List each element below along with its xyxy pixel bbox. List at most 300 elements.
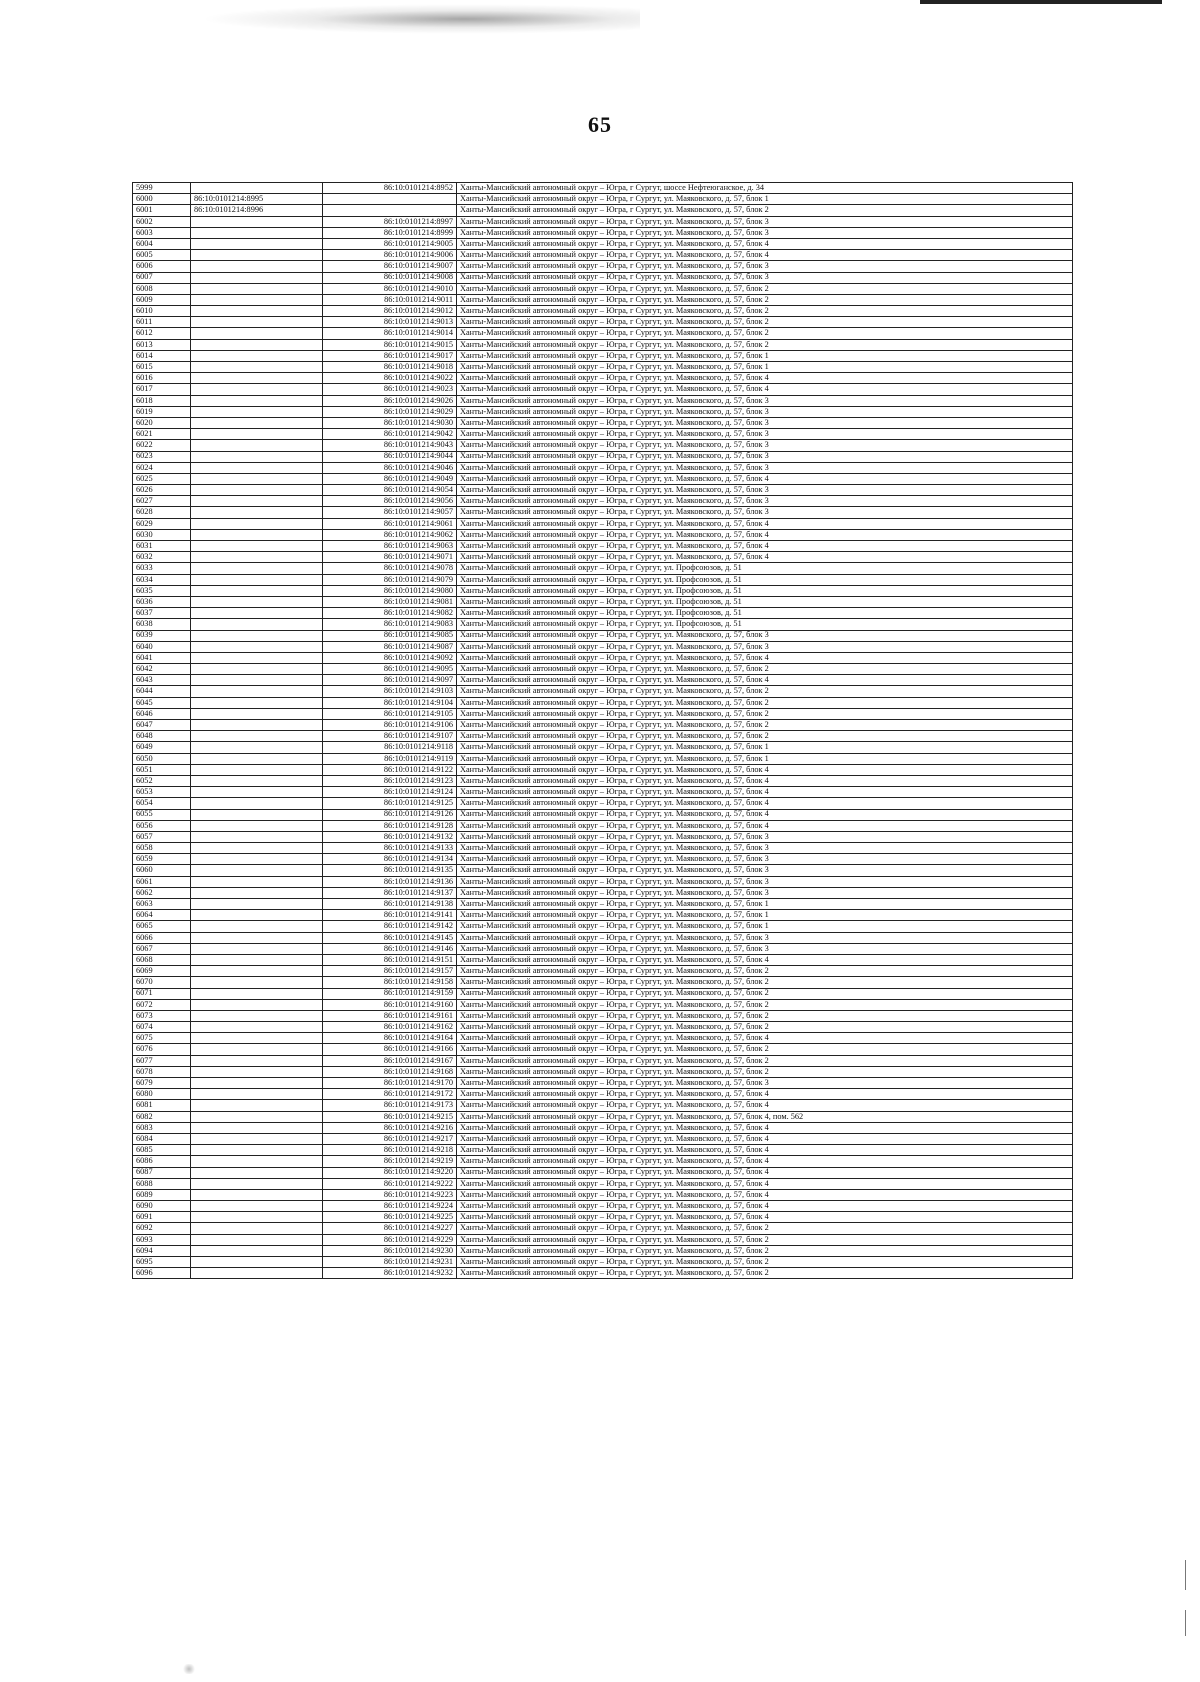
row-number-cell: 6092 — [133, 1223, 191, 1234]
table-row — [133, 205, 1073, 216]
address-cell: Ханты-Мансийский автономный округ – Югра, г Сургут, ул. Маяковского, д. 57, блок 2 — [457, 1044, 1073, 1055]
cadastral-number-alt-cell: 86:10:0101214:9015 — [323, 339, 457, 350]
address-cell: Ханты-Мансийский автономный округ – Югра, г Сургут, ул. Маяковского, д. 57, блок 3 — [457, 406, 1073, 417]
address-cell: Ханты-Мансийский автономный округ – Югра, г Сургут, ул. Маяковского, д. 57, блок 2 — [457, 283, 1073, 294]
table-row — [133, 1201, 1073, 1212]
row-number-cell: 6086 — [133, 1156, 191, 1167]
table-row — [133, 541, 1073, 552]
row-number-cell: 6076 — [133, 1044, 191, 1055]
table-row — [133, 954, 1073, 965]
cadastral-number-cell — [191, 910, 323, 921]
cadastral-number-cell: 86:10:0101214:8996 — [191, 205, 323, 216]
address-cell: Ханты-Мансийский автономный округ – Югра, г Сургут, ул. Маяковского, д. 57, блок 4 — [457, 373, 1073, 384]
row-number-cell: 6095 — [133, 1257, 191, 1268]
address-cell: Ханты-Мансийский автономный округ – Югра, г Сургут, ул. Маяковского, д. 57, блок 4 — [457, 1145, 1073, 1156]
table-row — [133, 865, 1073, 876]
address-cell: Ханты-Мансийский автономный округ – Югра, г Сургут, ул. Маяковского, д. 57, блок 2 — [457, 1223, 1073, 1234]
cadastral-number-cell — [191, 876, 323, 887]
row-number-cell: 6096 — [133, 1268, 191, 1279]
address-cell: Ханты-Мансийский автономный округ – Югра, г Сургут, ул. Маяковского, д. 57, блок 3 — [457, 227, 1073, 238]
table-row — [133, 328, 1073, 339]
cadastral-number-cell — [191, 529, 323, 540]
address-cell: Ханты-Мансийский автономный округ – Югра, г Сургут, ул. Маяковского, д. 57, блок 1 — [457, 194, 1073, 205]
table-row — [133, 652, 1073, 663]
address-cell: Ханты-Мансийский автономный округ – Югра, г Сургут, ул. Маяковского, д. 57, блок 4 — [457, 1133, 1073, 1144]
cadastral-number-alt-cell: 86:10:0101214:9119 — [323, 753, 457, 764]
table-row — [133, 496, 1073, 507]
address-cell: Ханты-Мансийский автономный округ – Югра, г Сургут, ул. Маяковского, д. 57, блок 4 — [457, 1212, 1073, 1223]
address-cell: Ханты-Мансийский автономный округ – Югра, г Сургут, ул. Маяковского, д. 57, блок 2 — [457, 1010, 1073, 1021]
row-number-cell: 6078 — [133, 1066, 191, 1077]
cadastral-number-cell — [191, 518, 323, 529]
address-cell: Ханты-Мансийский автономный округ – Югра, г Сургут, ул. Маяковского, д. 57, блок 3 — [457, 496, 1073, 507]
address-cell: Ханты-Мансийский автономный округ – Югра, г Сургут, ул. Маяковского, д. 57, блок 4 — [457, 1033, 1073, 1044]
cadastral-number-cell — [191, 328, 323, 339]
table-row — [133, 977, 1073, 988]
cadastral-number-cell — [191, 686, 323, 697]
cadastral-number-cell — [191, 283, 323, 294]
address-cell: Ханты-Мансийский автономный округ – Югра, г Сургут, ул. Маяковского, д. 57, блок 1 — [457, 899, 1073, 910]
address-cell: Ханты-Мансийский автономный округ – Югра, г Сургут, ул. Маяковского, д. 57, блок 2 — [457, 1055, 1073, 1066]
table-row — [133, 552, 1073, 563]
address-cell: Ханты-Мансийский автономный округ – Югра, г Сургут, ул. Маяковского, д. 57, блок 4 — [457, 820, 1073, 831]
cadastral-number-alt-cell: 86:10:0101214:9126 — [323, 809, 457, 820]
cadastral-number-alt-cell: 86:10:0101214:9078 — [323, 563, 457, 574]
cadastral-number-alt-cell: 86:10:0101214:9224 — [323, 1201, 457, 1212]
table-row — [133, 395, 1073, 406]
table-row — [133, 1268, 1073, 1279]
address-cell: Ханты-Мансийский автономный округ – Югра, г Сургут, ул. Маяковского, д. 57, блок 3 — [457, 865, 1073, 876]
row-number-cell: 6051 — [133, 764, 191, 775]
cadastral-number-alt-cell: 86:10:0101214:9136 — [323, 876, 457, 887]
cadastral-number-cell — [191, 1022, 323, 1033]
cadastral-number-alt-cell: 86:10:0101214:9168 — [323, 1066, 457, 1077]
address-cell: Ханты-Мансийский автономный округ – Югра, г Сургут, ул. Маяковского, д. 57, блок 4 — [457, 775, 1073, 786]
cadastral-number-alt-cell: 86:10:0101214:9142 — [323, 921, 457, 932]
cadastral-number-alt-cell: 86:10:0101214:9087 — [323, 641, 457, 652]
cadastral-number-cell — [191, 720, 323, 731]
row-number-cell: 6065 — [133, 921, 191, 932]
cadastral-number-cell — [191, 261, 323, 272]
cadastral-number-cell — [191, 496, 323, 507]
table-row — [133, 787, 1073, 798]
table-row — [133, 227, 1073, 238]
cadastral-number-cell — [191, 619, 323, 630]
cadastral-number-cell — [191, 809, 323, 820]
table-row — [133, 451, 1073, 462]
table-row — [133, 1100, 1073, 1111]
cadastral-number-cell — [191, 227, 323, 238]
row-number-cell: 6007 — [133, 272, 191, 283]
address-cell: Ханты-Мансийский автономный округ – Югра, г Сургут, ул. Профсоюзов, д. 51 — [457, 619, 1073, 630]
address-cell: Ханты-Мансийский автономный округ – Югра, г Сургут, ул. Маяковского, д. 57, блок 4 — [457, 652, 1073, 663]
cadastral-number-alt-cell: 86:10:0101214:9083 — [323, 619, 457, 630]
address-cell: Ханты-Мансийский автономный округ – Югра, г Сургут, ул. Маяковского, д. 57, блок 3 — [457, 507, 1073, 518]
address-cell: Ханты-Мансийский автономный округ – Югра, г Сургут, ул. Маяковского, д. 57, блок 3 — [457, 429, 1073, 440]
table-row — [133, 943, 1073, 954]
address-cell: Ханты-Мансийский автономный округ – Югра, г Сургут, ул. Маяковского, д. 57, блок 2 — [457, 697, 1073, 708]
row-number-cell: 6087 — [133, 1167, 191, 1178]
address-cell: Ханты-Мансийский автономный округ – Югра, г Сургут, ул. Маяковского, д. 57, блок 4 — [457, 552, 1073, 563]
row-number-cell: 6011 — [133, 317, 191, 328]
row-number-cell: 6044 — [133, 686, 191, 697]
address-cell: Ханты-Мансийский автономный округ – Югра, г Сургут, ул. Маяковского, д. 57, блок 3 — [457, 843, 1073, 854]
row-number-cell: 6053 — [133, 787, 191, 798]
address-cell: Ханты-Мансийский автономный округ – Югра, г Сургут, ул. Маяковского, д. 57, блок 2 — [457, 999, 1073, 1010]
table-row — [133, 294, 1073, 305]
row-number-cell: 6023 — [133, 451, 191, 462]
row-number-cell: 6032 — [133, 552, 191, 563]
address-cell: Ханты-Мансийский автономный округ – Югра, г Сургут, ул. Профсоюзов, д. 51 — [457, 608, 1073, 619]
table-row — [133, 283, 1073, 294]
cadastral-number-alt-cell: 86:10:0101214:9063 — [323, 541, 457, 552]
cadastral-number-cell — [191, 250, 323, 261]
table-row — [133, 1055, 1073, 1066]
cadastral-number-alt-cell: 86:10:0101214:9057 — [323, 507, 457, 518]
cadastral-number-cell — [191, 552, 323, 563]
cadastral-number-cell — [191, 1257, 323, 1268]
cadastral-number-alt-cell: 86:10:0101214:9023 — [323, 384, 457, 395]
table-row — [133, 1189, 1073, 1200]
cadastral-number-cell — [191, 932, 323, 943]
table-row — [133, 429, 1073, 440]
row-number-cell: 6025 — [133, 473, 191, 484]
cadastral-number-alt-cell: 86:10:0101214:9062 — [323, 529, 457, 540]
row-number-cell: 6048 — [133, 731, 191, 742]
table-row — [133, 1178, 1073, 1189]
row-number-cell: 6080 — [133, 1089, 191, 1100]
cadastral-number-cell — [191, 708, 323, 719]
cadastral-number-alt-cell: 86:10:0101214:9104 — [323, 697, 457, 708]
cadastral-number-alt-cell: 86:10:0101214:9030 — [323, 417, 457, 428]
row-number-cell: 6057 — [133, 831, 191, 842]
row-number-cell: 6059 — [133, 854, 191, 865]
table-row — [133, 664, 1073, 675]
row-number-cell: 6022 — [133, 440, 191, 451]
table-row — [133, 932, 1073, 943]
cadastral-number-cell — [191, 183, 323, 194]
address-cell: Ханты-Мансийский автономный округ – Югра, г Сургут, ул. Маяковского, д. 57, блок 4 — [457, 1201, 1073, 1212]
cadastral-number-alt-cell: 86:10:0101214:9146 — [323, 943, 457, 954]
address-cell: Ханты-Мансийский автономный округ – Югра, г Сургут, ул. Профсоюзов, д. 51 — [457, 563, 1073, 574]
address-cell: Ханты-Мансийский автономный округ – Югра, г Сургут, ул. Маяковского, д. 57, блок 4 — [457, 1167, 1073, 1178]
address-cell: Ханты-Мансийский автономный округ – Югра, г Сургут, ул. Маяковского, д. 57, блок 2 — [457, 1257, 1073, 1268]
cadastral-number-alt-cell: 86:10:0101214:9029 — [323, 406, 457, 417]
address-cell: Ханты-Мансийский автономный округ – Югра, г Сургут, ул. Маяковского, д. 57, блок 4 — [457, 1156, 1073, 1167]
table-row — [133, 216, 1073, 227]
table-row — [133, 362, 1073, 373]
cadastral-number-cell — [191, 977, 323, 988]
row-number-cell: 6089 — [133, 1189, 191, 1200]
cadastral-number-cell — [191, 1100, 323, 1111]
row-number-cell: 6067 — [133, 943, 191, 954]
address-cell: Ханты-Мансийский автономный округ – Югра, г Сургут, ул. Маяковского, д. 57, блок 2 — [457, 339, 1073, 350]
cadastral-number-alt-cell: 86:10:0101214:9071 — [323, 552, 457, 563]
row-number-cell: 6028 — [133, 507, 191, 518]
cadastral-number-alt-cell: 86:10:0101214:9105 — [323, 708, 457, 719]
table-row — [133, 619, 1073, 630]
cadastral-number-alt-cell: 86:10:0101214:9124 — [323, 787, 457, 798]
address-cell: Ханты-Мансийский автономный округ – Югра, г Сургут, ул. Маяковского, д. 57, блок 2 — [457, 708, 1073, 719]
cadastral-number-alt-cell: 86:10:0101214:9158 — [323, 977, 457, 988]
cadastral-number-cell — [191, 954, 323, 965]
table-row — [133, 1066, 1073, 1077]
address-cell: Ханты-Мансийский автономный округ – Югра, г Сургут, ул. Маяковского, д. 57, блок 3 — [457, 943, 1073, 954]
row-number-cell: 6055 — [133, 809, 191, 820]
address-cell: Ханты-Мансийский автономный округ – Югра, г Сургут, ул. Маяковского, д. 57, блок 4 — [457, 1089, 1073, 1100]
cadastral-number-alt-cell: 86:10:0101214:8997 — [323, 216, 457, 227]
cadastral-number-alt-cell: 86:10:0101214:9049 — [323, 473, 457, 484]
page-number: 65 — [588, 112, 612, 137]
margin-mark — [1185, 1560, 1186, 1590]
cadastral-number-cell — [191, 507, 323, 518]
address-cell: Ханты-Мансийский автономный округ – Югра, г Сургут, ул. Маяковского, д. 57, блок 4 — [457, 250, 1073, 261]
cadastral-number-cell — [191, 798, 323, 809]
cadastral-number-cell — [191, 831, 323, 842]
cadastral-number-alt-cell: 86:10:0101214:9080 — [323, 585, 457, 596]
cadastral-number-cell — [191, 966, 323, 977]
cadastral-number-alt-cell: 86:10:0101214:9026 — [323, 395, 457, 406]
row-number-cell: 6001 — [133, 205, 191, 216]
table-row — [133, 641, 1073, 652]
table-row — [133, 764, 1073, 775]
row-number-cell: 6084 — [133, 1133, 191, 1144]
row-number-cell: 6047 — [133, 720, 191, 731]
cadastral-number-cell — [191, 1055, 323, 1066]
row-number-cell: 6090 — [133, 1201, 191, 1212]
address-cell: Ханты-Мансийский автономный округ – Югра, г Сургут, ул. Маяковского, д. 57, блок 4 — [457, 798, 1073, 809]
row-number-cell: 6046 — [133, 708, 191, 719]
cadastral-number-cell — [191, 1145, 323, 1156]
cadastral-number-alt-cell: 86:10:0101214:9167 — [323, 1055, 457, 1066]
row-number-cell: 6052 — [133, 775, 191, 786]
cadastral-number-cell — [191, 1212, 323, 1223]
address-cell: Ханты-Мансийский автономный округ – Югра, г Сургут, шоссе Нефтеюганское, д. 34 — [457, 183, 1073, 194]
cadastral-number-alt-cell: 86:10:0101214:9014 — [323, 328, 457, 339]
row-number-cell: 6038 — [133, 619, 191, 630]
address-cell: Ханты-Мансийский автономный округ – Югра, г Сургут, ул. Маяковского, д. 57, блок 4 — [457, 541, 1073, 552]
row-number-cell: 6066 — [133, 932, 191, 943]
cadastral-number-alt-cell: 86:10:0101214:9081 — [323, 596, 457, 607]
cadastral-number-cell — [191, 1010, 323, 1021]
cadastral-number-alt-cell: 86:10:0101214:9092 — [323, 652, 457, 663]
address-cell: Ханты-Мансийский автономный округ – Югра, г Сургут, ул. Маяковского, д. 57, блок 1 — [457, 910, 1073, 921]
table-row — [133, 1234, 1073, 1245]
table-row — [133, 1111, 1073, 1122]
row-number-cell: 6016 — [133, 373, 191, 384]
row-number-cell: 6033 — [133, 563, 191, 574]
row-number-cell: 6060 — [133, 865, 191, 876]
cadastral-number-alt-cell: 86:10:0101214:9218 — [323, 1145, 457, 1156]
table-row — [133, 261, 1073, 272]
row-number-cell: 6063 — [133, 899, 191, 910]
address-cell: Ханты-Мансийский автономный округ – Югра, г Сургут, ул. Маяковского, д. 57, блок 3 — [457, 887, 1073, 898]
row-number-cell: 6019 — [133, 406, 191, 417]
row-number-cell: 6069 — [133, 966, 191, 977]
cadastral-number-alt-cell: 86:10:0101214:9232 — [323, 1268, 457, 1279]
cadastral-number-alt-cell: 86:10:0101214:9107 — [323, 731, 457, 742]
row-number-cell: 6040 — [133, 641, 191, 652]
cadastral-number-alt-cell: 86:10:0101214:9170 — [323, 1078, 457, 1089]
cadastral-number-alt-cell: 86:10:0101214:9141 — [323, 910, 457, 921]
cadastral-number-alt-cell: 86:10:0101214:9217 — [323, 1133, 457, 1144]
table-row — [133, 720, 1073, 731]
row-number-cell: 6081 — [133, 1100, 191, 1111]
address-cell: Ханты-Мансийский автономный округ – Югра, г Сургут, ул. Маяковского, д. 57, блок 2 — [457, 1234, 1073, 1245]
cadastral-number-alt-cell: 86:10:0101214:9054 — [323, 485, 457, 496]
cadastral-number-alt-cell: 86:10:0101214:9133 — [323, 843, 457, 854]
cadastral-number-cell — [191, 429, 323, 440]
table-row — [133, 910, 1073, 921]
row-number-cell: 6071 — [133, 988, 191, 999]
table-row — [133, 1122, 1073, 1133]
cadastral-number-cell — [191, 775, 323, 786]
address-cell: Ханты-Мансийский автономный округ – Югра, г Сургут, ул. Профсоюзов, д. 51 — [457, 596, 1073, 607]
cadastral-number-alt-cell: 86:10:0101214:9082 — [323, 608, 457, 619]
cadastral-number-alt-cell: 86:10:0101214:9225 — [323, 1212, 457, 1223]
table-row — [133, 1078, 1073, 1089]
address-cell: Ханты-Мансийский автономный округ – Югра, г Сургут, ул. Маяковского, д. 57, блок 3 — [457, 630, 1073, 641]
table-row — [133, 876, 1073, 887]
address-cell: Ханты-Мансийский автономный округ – Югра, г Сургут, ул. Маяковского, д. 57, блок 4 — [457, 809, 1073, 820]
table-row — [133, 686, 1073, 697]
row-number-cell: 6037 — [133, 608, 191, 619]
scan-artifact-top — [200, 4, 640, 34]
address-cell: Ханты-Мансийский автономный округ – Югра, г Сургут, ул. Маяковского, д. 57, блок 1 — [457, 742, 1073, 753]
table-row — [133, 1089, 1073, 1100]
table-row — [133, 887, 1073, 898]
row-number-cell: 6003 — [133, 227, 191, 238]
cadastral-number-cell — [191, 350, 323, 361]
row-number-cell: 6030 — [133, 529, 191, 540]
row-number-cell: 6000 — [133, 194, 191, 205]
cadastral-number-alt-cell: 86:10:0101214:9216 — [323, 1122, 457, 1133]
table-row — [133, 317, 1073, 328]
table-row — [133, 272, 1073, 283]
table-row — [133, 1223, 1073, 1234]
table-row — [133, 675, 1073, 686]
cadastral-number-alt-cell: 86:10:0101214:9172 — [323, 1089, 457, 1100]
row-number-cell: 6039 — [133, 630, 191, 641]
address-cell: Ханты-Мансийский автономный округ – Югра, г Сургут, ул. Маяковского, д. 57, блок 3 — [457, 485, 1073, 496]
cadastral-number-cell — [191, 820, 323, 831]
table-row — [133, 194, 1073, 205]
cadastral-number-cell — [191, 1066, 323, 1077]
row-number-cell: 6070 — [133, 977, 191, 988]
address-cell: Ханты-Мансийский автономный округ – Югра, г Сургут, ул. Маяковского, д. 57, блок 4 — [457, 1189, 1073, 1200]
cadastral-number-cell — [191, 1122, 323, 1133]
address-cell: Ханты-Мансийский автономный округ – Югра, г Сургут, ул. Маяковского, д. 57, блок 4 — [457, 954, 1073, 965]
address-cell: Ханты-Мансийский автономный округ – Югра, г Сургут, ул. Маяковского, д. 57, блок 3 — [457, 261, 1073, 272]
table-row — [133, 831, 1073, 842]
cadastral-number-cell — [191, 988, 323, 999]
cadastral-number-alt-cell: 86:10:0101214:9173 — [323, 1100, 457, 1111]
cadastral-number-alt-cell: 86:10:0101214:9095 — [323, 664, 457, 675]
cadastral-number-alt-cell: 86:10:0101214:9018 — [323, 362, 457, 373]
cadastral-number-alt-cell: 86:10:0101214:9007 — [323, 261, 457, 272]
address-cell: Ханты-Мансийский автономный округ – Югра, г Сургут, ул. Маяковского, д. 57, блок 2 — [457, 686, 1073, 697]
cadastral-number-alt-cell: 86:10:0101214:9046 — [323, 462, 457, 473]
row-number-cell: 6088 — [133, 1178, 191, 1189]
table-row — [133, 742, 1073, 753]
row-number-cell: 6043 — [133, 675, 191, 686]
cadastral-number-alt-cell: 86:10:0101214:9044 — [323, 451, 457, 462]
cadastral-number-cell: 86:10:0101214:8995 — [191, 194, 323, 205]
table-row — [133, 507, 1073, 518]
table-row — [133, 1212, 1073, 1223]
cadastral-number-alt-cell: 86:10:0101214:9231 — [323, 1257, 457, 1268]
row-number-cell: 6026 — [133, 485, 191, 496]
table-row — [133, 417, 1073, 428]
address-cell: Ханты-Мансийский автономный округ – Югра, г Сургут, ул. Маяковского, д. 57, блок 3 — [457, 216, 1073, 227]
cadastral-number-cell — [191, 787, 323, 798]
cadastral-number-alt-cell — [323, 205, 457, 216]
cadastral-number-alt-cell: 86:10:0101214:9222 — [323, 1178, 457, 1189]
row-number-cell: 6013 — [133, 339, 191, 350]
table-row — [133, 775, 1073, 786]
cadastral-number-alt-cell: 86:10:0101214:9135 — [323, 865, 457, 876]
address-cell: Ханты-Мансийский автономный округ – Югра, г Сургут, ул. Маяковского, д. 57, блок 3 — [457, 1078, 1073, 1089]
cadastral-number-alt-cell: 86:10:0101214:9118 — [323, 742, 457, 753]
row-number-cell: 6006 — [133, 261, 191, 272]
table-row — [133, 238, 1073, 249]
table-row — [133, 1167, 1073, 1178]
row-number-cell: 6075 — [133, 1033, 191, 1044]
cadastral-number-alt-cell: 86:10:0101214:9161 — [323, 1010, 457, 1021]
cadastral-number-cell — [191, 731, 323, 742]
cadastral-number-alt-cell: 86:10:0101214:9061 — [323, 518, 457, 529]
cadastral-number-cell — [191, 697, 323, 708]
cadastral-number-cell — [191, 921, 323, 932]
row-number-cell: 6018 — [133, 395, 191, 406]
scan-artifact-bottom — [182, 1664, 196, 1674]
row-number-cell: 6042 — [133, 664, 191, 675]
cadastral-number-alt-cell: 86:10:0101214:9006 — [323, 250, 457, 261]
address-cell: Ханты-Мансийский автономный округ – Югра, г Сургут, ул. Маяковского, д. 57, блок 2 — [457, 966, 1073, 977]
table-row — [133, 529, 1073, 540]
address-cell: Ханты-Мансийский автономный округ – Югра, г Сургут, ул. Маяковского, д. 57, блок 1 — [457, 753, 1073, 764]
cadastral-number-alt-cell: 86:10:0101214:9138 — [323, 899, 457, 910]
cadastral-number-cell — [191, 417, 323, 428]
cadastral-number-cell — [191, 1033, 323, 1044]
table-row — [133, 1044, 1073, 1055]
cadastral-number-alt-cell: 86:10:0101214:9005 — [323, 238, 457, 249]
cadastral-number-alt-cell: 86:10:0101214:9122 — [323, 764, 457, 775]
cadastral-number-alt-cell: 86:10:0101214:8952 — [323, 183, 457, 194]
cadastral-number-alt-cell: 86:10:0101214:9220 — [323, 1167, 457, 1178]
address-cell: Ханты-Мансийский автономный округ – Югра, г Сургут, ул. Маяковского, д. 57, блок 2 — [457, 988, 1073, 999]
row-number-cell: 6072 — [133, 999, 191, 1010]
table-row — [133, 518, 1073, 529]
table-row — [133, 809, 1073, 820]
address-cell: Ханты-Мансийский автономный округ – Югра, г Сургут, ул. Маяковского, д. 57, блок 4 — [457, 764, 1073, 775]
cadastral-number-alt-cell: 86:10:0101214:9162 — [323, 1022, 457, 1033]
cadastral-number-alt-cell: 86:10:0101214:9164 — [323, 1033, 457, 1044]
table-row — [133, 306, 1073, 317]
cadastral-number-alt-cell: 86:10:0101214:9166 — [323, 1044, 457, 1055]
address-cell: Ханты-Мансийский автономный округ – Югра, г Сургут, ул. Маяковского, д. 57, блок 2 — [457, 720, 1073, 731]
cadastral-number-cell — [191, 1167, 323, 1178]
cadastral-number-alt-cell: 86:10:0101214:9017 — [323, 350, 457, 361]
row-number-cell: 6024 — [133, 462, 191, 473]
address-cell: Ханты-Мансийский автономный округ – Югра, г Сургут, ул. Маяковского, д. 57, блок 3 — [457, 451, 1073, 462]
address-cell: Ханты-Мансийский автономный округ – Югра, г Сургут, ул. Маяковского, д. 57, блок 3 — [457, 932, 1073, 943]
table-row — [133, 820, 1073, 831]
row-number-cell: 6061 — [133, 876, 191, 887]
cadastral-number-cell — [191, 238, 323, 249]
table-row — [133, 183, 1073, 194]
cadastral-number-alt-cell: 86:10:0101214:9137 — [323, 887, 457, 898]
